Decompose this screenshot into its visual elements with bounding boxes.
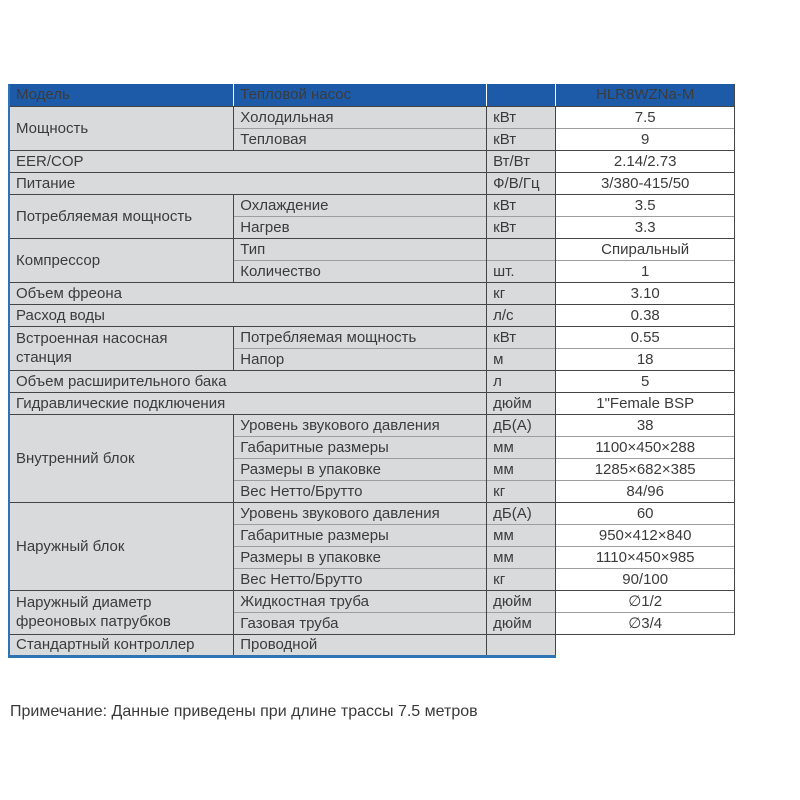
spec-value-cell: 1 [556,260,735,282]
spec-row [9,282,735,304]
spec-row [9,238,735,260]
header-unit [487,84,556,106]
spec-sub-cell: Тепловая [234,128,487,150]
spec-value-cell: 18 [556,348,735,370]
spec-row [9,106,735,128]
spec-sub-cell: Потребляемая мощность [234,326,487,348]
spec-unit-cell [487,238,556,260]
spec-unit-cell: кВт [487,326,556,348]
spec-value-cell: 38 [556,414,735,436]
spec-group-cell: Потребляемая мощность [9,194,234,238]
spec-unit-cell: дюйм [487,590,556,612]
spec-sub-cell: Габаритные размеры [234,524,487,546]
spec-unit-cell: л [487,370,556,392]
spec-row [9,150,735,172]
spec-unit-cell: кг [487,282,556,304]
spec-sub-cell: Охлаждение [234,194,487,216]
spec-sub-cell: Размеры в упаковке [234,546,487,568]
spec-group-cell: Компрессор [9,238,234,282]
spec-unit-cell: дБ(А) [487,502,556,524]
spec-sub-cell: Размеры в упаковке [234,458,487,480]
spec-value-cell: 1110×450×985 [556,546,735,568]
spec-unit-cell: мм [487,436,556,458]
spec-value-cell: 0.55 [556,326,735,348]
spec-sub-cell: Вес Нетто/Брутто [234,568,487,590]
spec-value-cell: 950×412×840 [556,524,735,546]
spec-group-cell: Наружный диаметр фреоновых патрубков [9,590,234,634]
spec-group-cell: Стандартный контроллер [9,634,234,656]
spec-sub-cell: Уровень звукового давления [234,502,487,524]
spec-value-cell: 90/100 [556,568,735,590]
spec-row [9,502,735,524]
spec-row [9,326,735,348]
spec-row [9,590,735,612]
spec-group-cell: Гидравлические подключения [9,392,487,414]
spec-sub-cell: Вес Нетто/Брутто [234,480,487,502]
spec-row [9,392,735,414]
spec-value-cell: 7.5 [556,106,735,128]
spec-group-cell: Наружный блок [9,502,234,590]
spec-value-cell: ∅1/2 [556,590,735,612]
spec-value-cell: 84/96 [556,480,735,502]
spec-value-cell: 3.3 [556,216,735,238]
spec-group-cell: Объем фреона [9,282,487,304]
spec-group-cell: Объем расширительного бака [9,370,487,392]
spec-value-cell: 1"Female BSP [556,392,735,414]
spec-sub-cell: Габаритные размеры [234,436,487,458]
spec-unit-cell [487,634,556,656]
spec-sub-cell: Количество [234,260,487,282]
spec-value-cell: 9 [556,128,735,150]
spec-unit-cell: мм [487,546,556,568]
spec-sub-cell: Проводной [234,634,487,656]
spec-unit-cell: кВт [487,106,556,128]
spec-group-cell: EER/COP [9,150,487,172]
spec-value-cell: 5 [556,370,735,392]
spec-value-cell: Спиральный [556,238,735,260]
spec-value-cell: 1100×450×288 [556,436,735,458]
spec-unit-cell: Вт/Вт [487,150,556,172]
spec-row [9,414,735,436]
spec-table [8,84,735,658]
spec-row [9,304,735,326]
header-model: Модель [9,84,234,106]
header-pump: Тепловой насос [234,84,487,106]
spec-group-cell: Мощность [9,106,234,150]
spec-sub-cell: Напор [234,348,487,370]
note-text: Примечание: Данные приведены при длине трассы 7.5 метров [10,703,478,720]
spec-row [9,634,735,656]
spec-sub-cell: Тип [234,238,487,260]
spec-unit-cell: м [487,348,556,370]
spec-unit-cell: л/с [487,304,556,326]
spec-sub-cell: Нагрев [234,216,487,238]
spec-sub-cell: Холодильная [234,106,487,128]
spec-unit-cell: дБ(А) [487,414,556,436]
spec-unit-cell: кВт [487,194,556,216]
spec-sub-cell: Газовая труба [234,612,487,634]
spec-unit-cell: кг [487,480,556,502]
spec-unit-cell: кВт [487,128,556,150]
spec-unit-cell: кг [487,568,556,590]
spec-unit-cell: шт. [487,260,556,282]
spec-header-row [9,84,735,106]
empty-cell [556,634,735,656]
spec-group-cell: Встроенная насосная станция [9,326,234,370]
spec-row [9,194,735,216]
spec-sub-cell: Уровень звукового давления [234,414,487,436]
spec-value-cell: 3.10 [556,282,735,304]
spec-unit-cell: кВт [487,216,556,238]
spec-row [9,172,735,194]
spec-value-cell: 1285×682×385 [556,458,735,480]
spec-sub-cell: Жидкостная труба [234,590,487,612]
spec-unit-cell: мм [487,524,556,546]
spec-group-cell: Питание [9,172,487,194]
spec-group-cell: Расход воды [9,304,487,326]
spec-value-cell: 60 [556,502,735,524]
spec-value-cell: 3.5 [556,194,735,216]
spec-unit-cell: Ф/В/Гц [487,172,556,194]
spec-unit-cell: дюйм [487,612,556,634]
spec-row [9,370,735,392]
header-model-value: HLR8WZNa-M [556,84,735,106]
spec-value-cell: 0.38 [556,304,735,326]
spec-group-cell: Внутренний блок [9,414,234,502]
spec-value-cell: 3/380-415/50 [556,172,735,194]
spec-unit-cell: дюйм [487,392,556,414]
spec-value-cell: 2.14/2.73 [556,150,735,172]
spec-unit-cell: мм [487,458,556,480]
spec-value-cell: ∅3/4 [556,612,735,634]
